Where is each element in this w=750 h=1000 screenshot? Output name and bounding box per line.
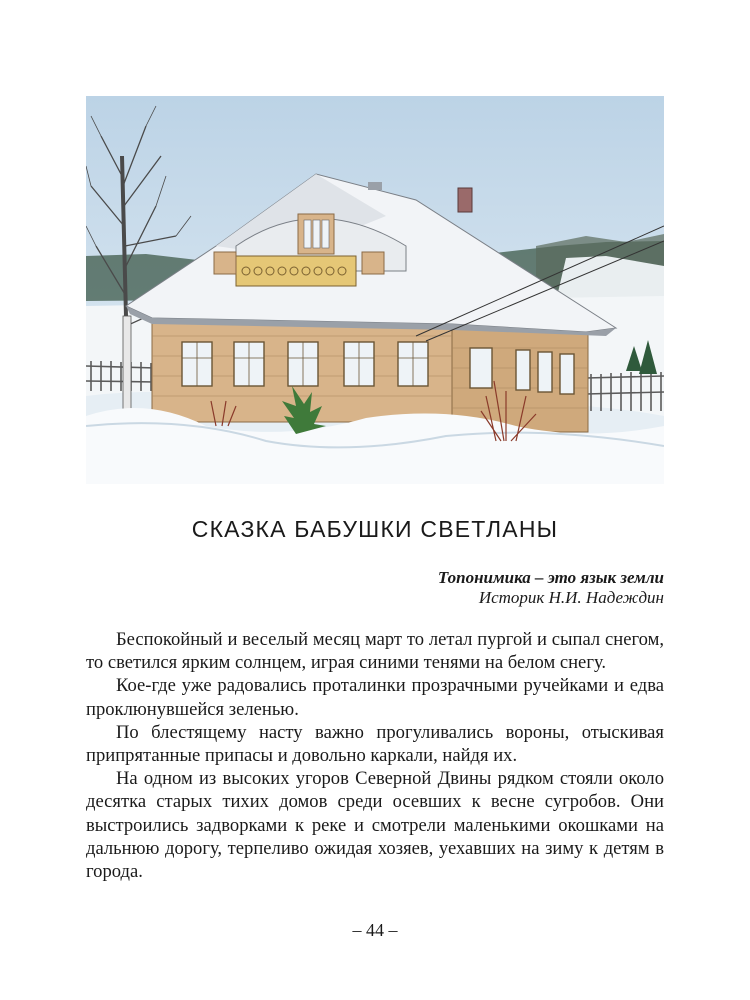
paragraph: Кое-где уже радовались проталинки прозрачными ручейками и едва проклюнувшейся зеленью. (86, 675, 664, 720)
epigraph-quote: Топонимика – это язык земли (437, 568, 664, 587)
chapter-title: СКАЗКА БАБУШКИ СВЕТЛАНЫ (191, 516, 559, 542)
paragraph: Беспокойный и веселый месяц март то летал пургой и сыпал снегом, то светился ярким солнцем, играя синими тенями на белом снегу. (86, 629, 664, 674)
page-number: – 44 – (352, 920, 398, 940)
epigraph-author: Историк Н.И. Надеждин (478, 588, 664, 607)
epigraph (438, 568, 664, 608)
paragraph: По блестящему насту важно прогуливались вороны, отыскивая припрятанные припасы и довольно каркали, найдя их. (86, 721, 664, 767)
paragraph: На одном из высоких угоров Северной Двины рядком стояли около десятка старых тихих домов среди осевших к весне сугробов. Они выстроились задворками к реке и смотрели маленькими окошками на дальнюю дорогу, терпеливо ожидая хозяев, уехавших на зиму к детям в города. (86, 768, 664, 883)
winter-house-illustration (86, 96, 664, 484)
body-text (86, 628, 664, 883)
